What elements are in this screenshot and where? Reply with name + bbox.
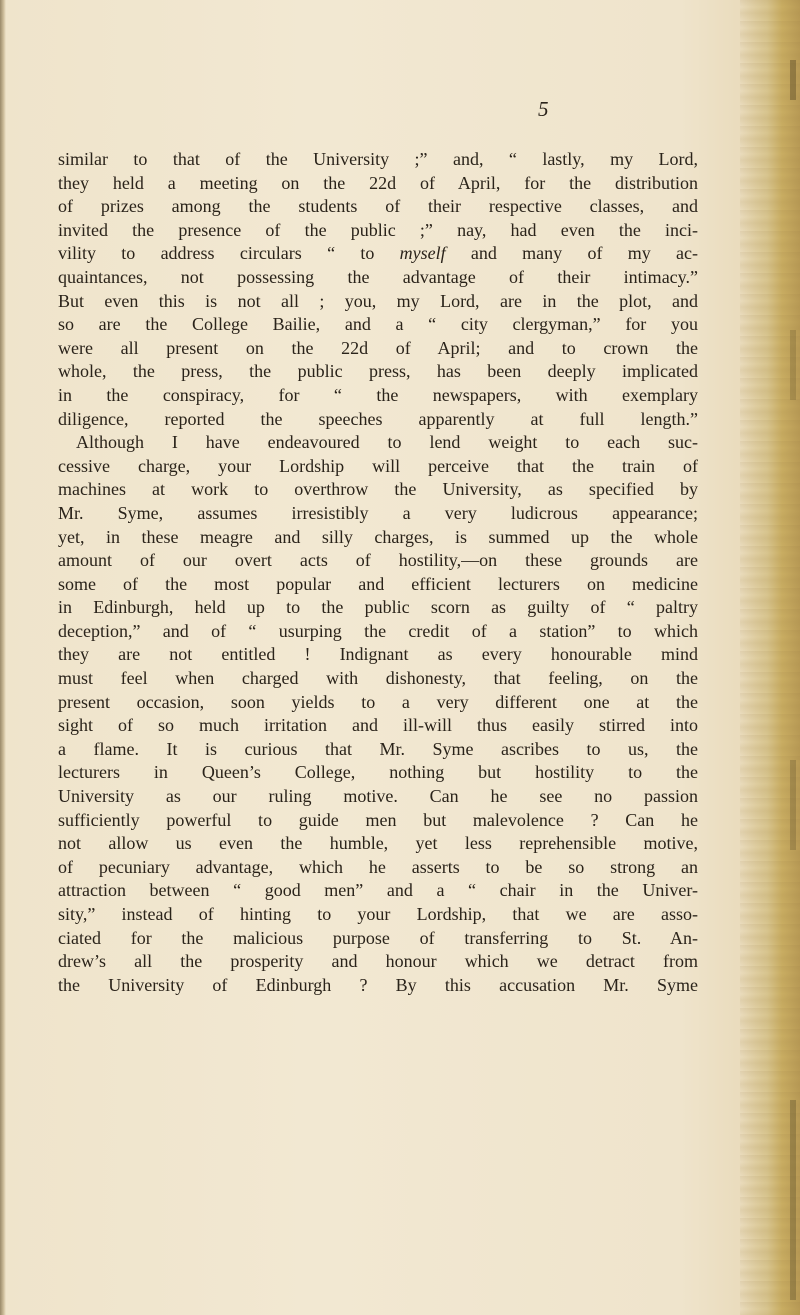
text-line: Although I have endeavoured to lend weight to each suc- (76, 432, 698, 453)
text-segment: vility to address circulars “ to (58, 243, 400, 264)
text-line: some of the most popular and efficient lecturers on medicine (58, 573, 698, 594)
text-line: the University of Edinburgh ? By this accusation Mr. Syme (58, 974, 698, 995)
italic-text: myself (399, 243, 446, 264)
text-line (58, 242, 698, 266)
text-line: attraction between “ good men” and a “ chair in the Univer- (58, 880, 698, 901)
text-line: a flame. It is curious that Mr. Syme ascribes to us, the (58, 738, 698, 759)
edge-stain (790, 60, 796, 100)
text-line: drew’s all the prosperity and honour which we detract from (58, 951, 698, 972)
body-text (58, 148, 698, 997)
text-line: were all present on the 22d of April; and to crown the (58, 337, 698, 358)
text-line: Mr. Syme, assumes irresistibly a very ludicrous appearance; (58, 502, 698, 523)
text-line: But even this is not all ; you, my Lord, are in the plot, and (58, 290, 698, 311)
text-line: must feel when charged with dishonesty, that feeling, on the (58, 668, 698, 689)
text-line: present occasion, soon yields to a very different one at the (58, 691, 698, 712)
text-line: sight of so much irritation and ill-will thus easily stirred into (58, 715, 698, 736)
text-segment: and many of my ac- (445, 243, 698, 264)
text-line: they are not entitled ! Indignant as every honourable mind (58, 644, 698, 665)
text-line: cessive charge, your Lordship will perceive that the train of (58, 455, 698, 476)
text-line: ciated for the malicious purpose of transferring to St. An- (58, 927, 698, 948)
text-line: whole, the press, the public press, has been deeply implicated (58, 361, 698, 382)
edge-stain (790, 1100, 796, 1300)
text-line: of prizes among the students of their respective classes, and (58, 196, 698, 217)
page-number: 5 (538, 97, 549, 121)
text-line: University as our ruling motive. Can he see no passion (58, 786, 698, 807)
text-line: diligence, reported the speeches apparently at full length.” (58, 408, 698, 429)
text-line: they held a meeting on the 22d of April, for the distribution (58, 172, 698, 193)
text-line: deception,” and of “ usurping the credit of a station” to which (58, 620, 698, 641)
text-line: so are the College Bailie, and a “ city clergyman,” for you (58, 314, 698, 335)
edge-stain (790, 330, 796, 400)
text-line: in Edinburgh, held up to the public scorn as guilty of “ paltry (58, 597, 698, 618)
text-line: not allow us even the humble, yet less reprehensible motive, (58, 833, 698, 854)
text-line: of pecuniary advantage, which he asserts to be so strong an (58, 856, 698, 877)
text-line: similar to that of the University ;” and, “ lastly, my Lord, (58, 149, 698, 169)
text-line: invited the presence of the public ;” nay, had even the inci- (58, 219, 698, 240)
page-left-edge (0, 0, 6, 1315)
edge-stain (790, 760, 796, 850)
text-line: sufficiently powerful to guide men but malevolence ? Can he (58, 809, 698, 830)
text-line: amount of our overt acts of hostility,—on these grounds are (58, 550, 698, 571)
text-line: in the conspiracy, for “ the newspapers, with exemplary (58, 384, 698, 405)
text-line: machines at work to overthrow the University, as specified by (58, 479, 698, 500)
text-line: sity,” instead of hinting to your Lordship, that we are asso- (58, 904, 698, 924)
text-line: yet, in these meagre and silly charges, is summed up the whole (58, 526, 698, 547)
text-line: lecturers in Queen’s College, nothing but hostility to the (58, 762, 698, 783)
text-line: quaintances, not possessing the advantage of their intimacy.” (58, 266, 698, 287)
